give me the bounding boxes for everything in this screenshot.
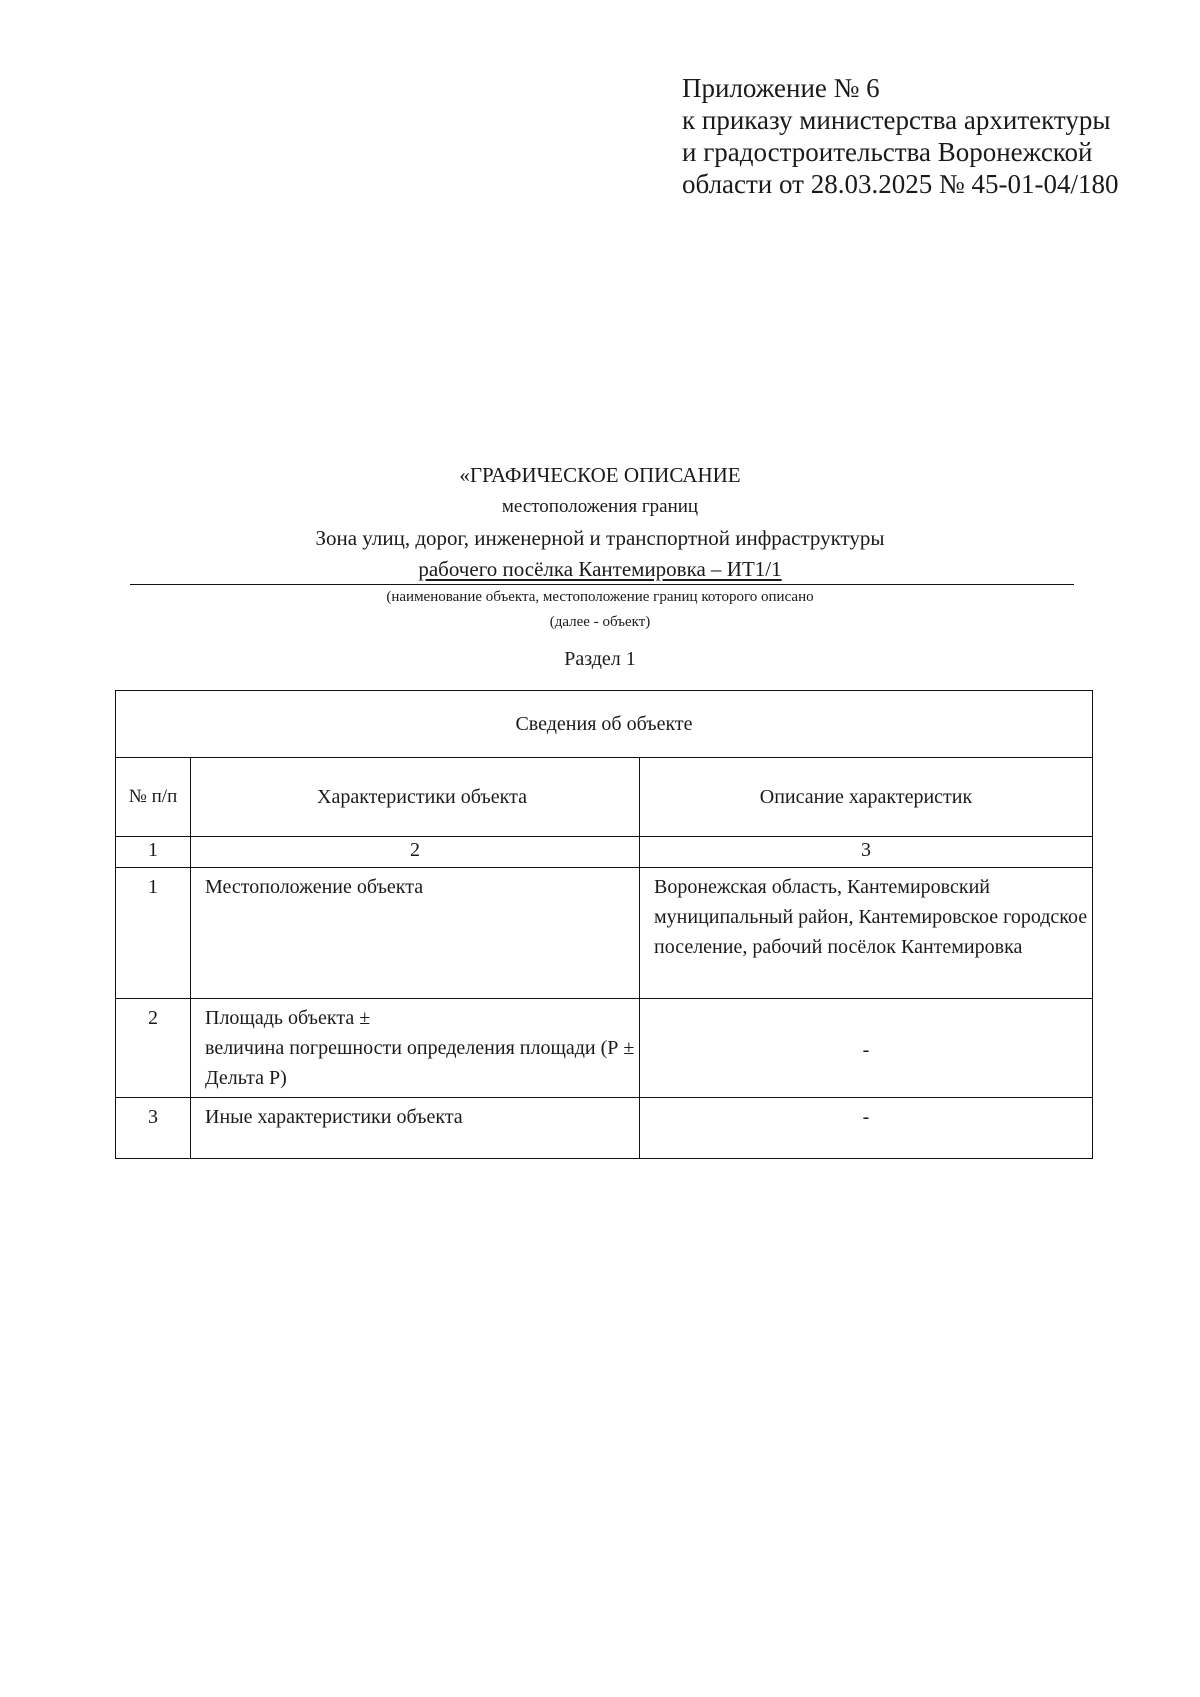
- object-name-line-1: Зона улиц, дорог, инженерной и транспортной инфраструктуры: [315, 526, 885, 550]
- row-characteristic: Иные характеристики объекта: [191, 1098, 640, 1159]
- row-description: -: [640, 999, 1093, 1098]
- column-number-2: 2: [191, 837, 640, 868]
- table-caption: Сведения об объекте: [116, 691, 1093, 758]
- row-characteristic-line-2: величина погрешности определения площади (Р ± Дельта Р): [205, 1037, 635, 1089]
- table-row: [116, 999, 1093, 1098]
- appendix-line-2: к приказу министерства архитектуры: [682, 105, 1111, 135]
- object-name-line-2-wrap: [130, 554, 1070, 584]
- appendix-reference: [682, 72, 1182, 200]
- column-number-row: [116, 837, 1093, 868]
- column-number-1: 1: [116, 837, 191, 868]
- header-description: Описание характеристик: [640, 758, 1093, 837]
- section-heading: Раздел 1: [564, 648, 636, 670]
- row-characteristic: Местоположение объекта: [191, 868, 640, 999]
- appendix-line-3: и градостроительства Воронежской: [682, 137, 1093, 167]
- row-description: -: [640, 1098, 1093, 1159]
- table-header-row: [116, 758, 1093, 837]
- appendix-line-4: области от 28.03.2025 № 45-01-04/180: [682, 169, 1119, 199]
- header-characteristics: Характеристики объекта: [191, 758, 640, 837]
- document-subtitle: местоположения границ: [501, 496, 699, 517]
- row-characteristic: [191, 999, 640, 1098]
- document-title-block: [130, 458, 1070, 675]
- row-description: Воронежская область, Кантемировский муниципальный район, Кантемировское городское поселение, рабочий посёлок Кантемировка: [640, 868, 1093, 999]
- object-note-line-1: (наименование объекта, местоположение границ которого описано: [386, 589, 814, 605]
- row-num: 3: [116, 1098, 191, 1159]
- object-note-line-2: (далее - объект): [549, 614, 651, 630]
- row-num: 2: [116, 999, 191, 1098]
- row-num: 1: [116, 868, 191, 999]
- object-name-line-2: рабочего посёлка Кантемировка – ИТ1/1: [418, 557, 782, 581]
- table-row: [116, 868, 1093, 999]
- table-row: [116, 1098, 1093, 1159]
- header-num: № п/п: [116, 758, 191, 837]
- column-number-3: 3: [640, 837, 1093, 868]
- row-characteristic-line-1: Площадь объекта ±: [205, 1007, 371, 1029]
- document-title: «ГРАФИЧЕСКОЕ ОПИСАНИЕ: [459, 463, 741, 487]
- object-info-table: [115, 690, 1093, 1159]
- appendix-line-1: Приложение № 6: [682, 73, 880, 103]
